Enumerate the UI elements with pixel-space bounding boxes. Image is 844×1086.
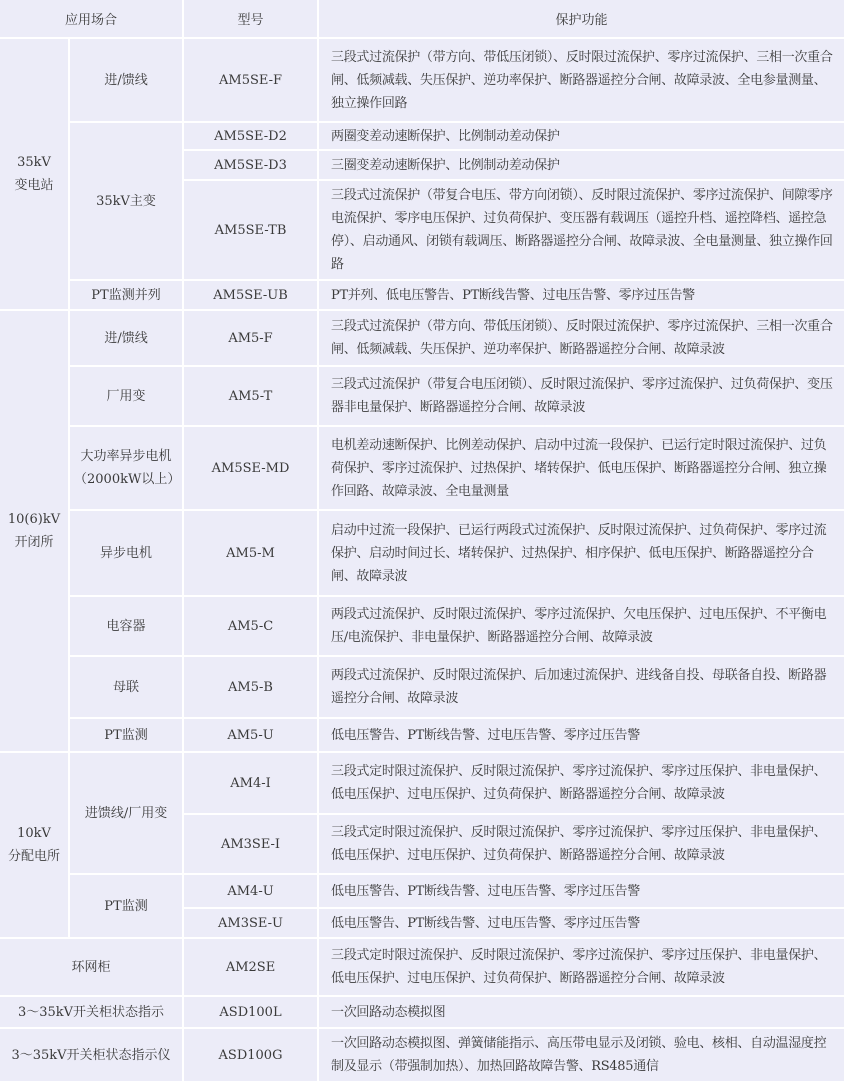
table-row [0,511,844,595]
function-cell: 三段式过流保护（带复合电压闭锁）、反时限过流保护、零序过流保护、过负荷保护、变压器非电量保护、断路器遥控分合闸、故障录波 [319,367,844,425]
model-cell: AM5-F [184,311,317,365]
function-cell: 三段式定时限过流保护、反时限过流保护、零序过流保护、零序过压保护、非电量保护、低电压保护、过电压保护、过负荷保护、断路器遥控分合闸、故障录波 [319,939,844,995]
model-cell: AM5-T [184,367,317,425]
subscene-cell: PT监测 [70,875,182,937]
function-cell: 两段式过流保护、反时限过流保护、后加速过流保护、进线备自投、母联备自投、断路器遥控分合闸、故障录波 [319,657,844,717]
function-cell: 启动中过流一段保护、已运行两段式过流保护、反时限过流保护、过负荷保护、零序过流保护、启动时间过长、堵转保护、过热保护、相序保护、低电压保护、断路器遥控分合闸、故障录波 [319,511,844,595]
model-cell: AM5-M [184,511,317,595]
table-row [0,311,844,365]
function-cell: 两段式过流保护、反时限过流保护、零序过流保护、欠电压保护、过电压保护、不平衡电压/电流保护、非电量保护、断路器遥控分合闸、故障录波 [319,597,844,655]
subscene-cell: 厂用变 [70,367,182,425]
function-cell: 低电压警告、PT断线告警、过电压告警、零序过压告警 [319,875,844,907]
subscene-cell: 母联 [70,657,182,717]
model-cell: AM5SE-D3 [184,151,317,179]
function-cell: 三圈变差动速断保护、比例制动差动保护 [319,151,844,179]
table-row [0,997,844,1027]
subscene-cell: 大功率异步电机（2000kW以上） [70,427,182,509]
scene-cell: 3～35kV开关柜状态指示仪 [0,1029,182,1081]
function-cell: 低电压警告、PT断线告警、过电压告警、零序过压告警 [319,719,844,751]
function-cell: 一次回路动态模拟图、弹簧储能指示、高压带电显示及闭锁、验电、核相、自动温湿度控制及显示（带强制加热）、加热回路故障告警、RS485通信 [319,1029,844,1081]
function-cell: 电机差动速断保护、比例差动保护、启动中过流一段保护、已运行定时限过流保护、过负荷保护、零序过流保护、过热保护、堵转保护、低电压保护、断路器遥控分合闸、独立操作回路、故障录波、全电量测量 [319,427,844,509]
model-cell: AM5SE-UB [184,281,317,309]
subscene-cell: 异步电机 [70,511,182,595]
table-row [0,875,844,907]
function-cell: 三段式过流保护（带复合电压、带方向闭锁）、反时限过流保护、零序过流保护、间隙零序电流保护、零序电压保护、过负荷保护、变压器有载调压（遥控升档、遥控降档、遥控急停）、启动通风、闭锁有载调压、断路器遥控分合闸、故障录波、全电量测量、独立操作回路 [319,181,844,279]
scene-cell: 35kV 变电站 [0,39,68,309]
subscene-cell: 电容器 [70,597,182,655]
model-cell: AM5-B [184,657,317,717]
table-row [0,597,844,655]
subscene-cell: 35kV主变 [70,123,182,279]
header-model: 型号 [184,0,317,37]
model-cell: AM5SE-F [184,39,317,121]
model-cell: AM3SE-I [184,815,317,873]
model-cell: AM3SE-U [184,909,317,937]
function-cell: 低电压警告、PT断线告警、过电压告警、零序过压告警 [319,909,844,937]
scene-cell: 10kV 分配电所 [0,753,68,937]
scene-cell: 10(6)kV 开闭所 [0,311,68,751]
table-row [0,939,844,995]
table-row [0,427,844,509]
model-cell: AM4-I [184,753,317,813]
subscene-cell: 进馈线/厂用变 [70,753,182,873]
subscene-cell: PT监测并列 [70,281,182,309]
table-row [0,657,844,717]
model-cell: AM5SE-TB [184,181,317,279]
scene-cell: 3～35kV开关柜状态指示 [0,997,182,1027]
function-cell: 三段式定时限过流保护、反时限过流保护、零序过流保护、零序过压保护、非电量保护、低电压保护、过电压保护、过负荷保护、断路器遥控分合闸、故障录波 [319,815,844,873]
function-cell: 两圈变差动速断保护、比例制动差动保护 [319,123,844,149]
subscene-cell: 进/馈线 [70,311,182,365]
model-cell: AM5SE-D2 [184,123,317,149]
subscene-cell: 进/馈线 [70,39,182,121]
model-cell: AM2SE [184,939,317,995]
table-row [0,719,844,751]
function-cell: 三段式定时限过流保护、反时限过流保护、零序过流保护、零序过压保护、非电量保护、低电压保护、过电压保护、过负荷保护、断路器遥控分合闸、故障录波 [319,753,844,813]
function-cell: 一次回路动态模拟图 [319,997,844,1027]
scene-cell: 环网柜 [0,939,182,995]
model-cell: AM5-C [184,597,317,655]
model-cell: AM5-U [184,719,317,751]
function-cell: PT并列、低电压警告、PT断线告警、过电压告警、零序过压告警 [319,281,844,309]
subscene-cell: PT监测 [70,719,182,751]
table-row [0,1029,844,1081]
table-header [0,0,844,37]
model-cell: AM4-U [184,875,317,907]
table-row [0,39,844,121]
model-cell: ASD100L [184,997,317,1027]
table-row [0,281,844,309]
header-function: 保护功能 [319,0,844,37]
table-row [0,123,844,149]
function-cell: 三段式过流保护（带方向、带低压闭锁）、反时限过流保护、零序过流保护、三相一次重合闸、低频减载、失压保护、逆功率保护、断路器遥控分合闸、故障录波 [319,311,844,365]
function-cell: 三段式过流保护（带方向、带低压闭锁）、反时限过流保护、零序过流保护、三相一次重合闸、低频减载、失压保护、逆功率保护、断路器遥控分合闸、故障录波、全电参量测量、独立操作回路 [319,39,844,121]
model-cell: AM5SE-MD [184,427,317,509]
model-cell: ASD100G [184,1029,317,1081]
table-row [0,367,844,425]
table-row [0,753,844,813]
header-scene: 应用场合 [0,0,182,37]
